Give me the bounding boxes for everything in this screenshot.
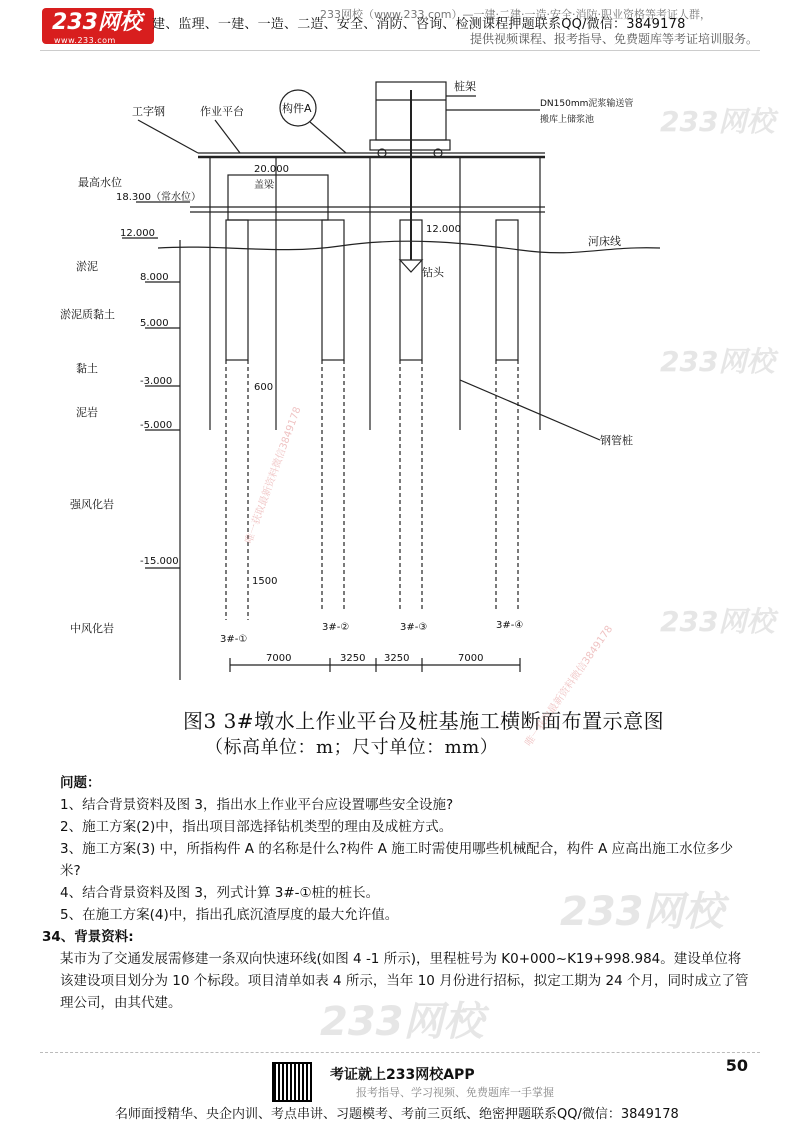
- label-pile-2: 3#-②: [322, 622, 350, 633]
- label-dim-600: 600: [254, 382, 274, 393]
- label-member-a: 构件A: [282, 102, 312, 115]
- logo-subtitle: www.233.com: [54, 36, 116, 45]
- drill-bit-shape: [400, 260, 422, 272]
- label-dim-c: 3250: [384, 653, 410, 664]
- label-elev-8: 8.000: [140, 272, 169, 283]
- label-silt: 淤泥: [76, 260, 98, 273]
- label-dim-1500: 1500: [252, 576, 278, 587]
- section-34-title: 34、背景资料:: [42, 929, 134, 945]
- footer-contact-line: 名师面授精华、央企内训、考点串讲、习题模考、考前三页纸、绝密押题联系QQ/微信：3849178: [115, 1107, 679, 1122]
- label-elev-5: 5.000: [140, 318, 169, 329]
- question-4: 4、结合背景资料及图 3，列式计算 3#-①桩的桩长。: [60, 885, 380, 901]
- label-riverbed: 河床线: [588, 235, 621, 248]
- question-1: 1、结合背景资料及图 3，指出水上作业平台应设置哪些安全设施?: [60, 797, 454, 813]
- steel-pipe-leader: [460, 380, 600, 440]
- label-elev-m3: -3.000: [140, 376, 173, 387]
- label-dim-a: 7000: [266, 653, 292, 664]
- section-34-paragraph: 某市为了交通发展需修建一条双向快速环线(如图 4 -1 所示)，里程桩号为 K0+000~K19+998.984。建设单位将该建设项目划分为 10 个标段。项目清单如表 4 所示，当年 10 月份进行招标，拟定工期为 24 个月，同时成立了管理公司，由其代建。: [60, 951, 749, 1011]
- label-mud-pool: 搬库上储浆池: [540, 115, 595, 125]
- label-drill-bit: 钻头: [422, 266, 444, 279]
- qr-code-icon: [272, 1062, 312, 1102]
- label-pile-3: 3#-③: [400, 622, 428, 633]
- label-elev-m15: -15.000: [140, 556, 179, 567]
- figure-caption: 图3 3#墩水上作业平台及桩基施工横断面布置示意图: [183, 709, 665, 733]
- label-dim-b: 3250: [340, 653, 366, 664]
- footer-divider: [40, 1052, 760, 1053]
- page-number: 50: [725, 1056, 748, 1075]
- riverbed-line: [158, 241, 660, 253]
- label-weathered-strong: 强风化岩: [70, 498, 114, 511]
- cap-beam-box: [228, 175, 328, 220]
- label-pile-frame: 桩架: [454, 80, 476, 93]
- logo-text: 233网校: [52, 10, 142, 35]
- watermark-5: 233网校: [320, 999, 484, 1045]
- i-beam-leader: [138, 120, 198, 153]
- header-divider: [40, 50, 760, 51]
- pile-cross-section-figure: [40, 60, 760, 704]
- pile-1: [226, 220, 248, 620]
- label-silty-clay: 淤泥质黏土: [60, 308, 115, 321]
- label-elev-12-left: 12.000: [120, 228, 155, 239]
- platform-leader: [215, 120, 240, 153]
- question-2: 2、施工方案(2)中，指出项目部选择钻机类型的理由及成桩方式。: [60, 819, 453, 835]
- watermark-4: 233网校: [560, 889, 724, 935]
- watermark-vertical-2: 唯一获取最新资料微信3849178: [523, 623, 616, 749]
- label-pile-4: 3#-④: [496, 620, 524, 631]
- watermark-3: 233网校: [660, 605, 775, 638]
- label-normal-water: 18.300（常水位）: [116, 192, 201, 203]
- label-elev-20: 20.000: [254, 164, 289, 175]
- label-clay: 黏土: [76, 362, 98, 375]
- page-header: [0, 0, 800, 52]
- questions-section: [42, 772, 750, 1014]
- label-steel-pipe-pile: 钢管桩: [600, 434, 633, 447]
- label-weathered-mid: 中风化岩: [70, 622, 114, 635]
- header-service-line: 提供视频课程、报考指导、免费题库等考证培训服务。: [470, 32, 759, 46]
- watermark-vertical-1: 唯一获取最新资料微信3849178: [243, 405, 304, 546]
- question-5: 5、在施工方案(4)中，指出孔底沉渣厚度的最大允许值。: [60, 907, 399, 923]
- header-overlap-text: 233网校（www.233.com）—一建·二建·一造·安全·消防·职业资格等考证人群，: [320, 8, 711, 21]
- questions-title: 问题：: [60, 775, 101, 791]
- pile-2: [322, 220, 344, 610]
- pile-3: [400, 220, 422, 610]
- cross-section-drawing: [40, 60, 760, 700]
- figure-caption-units: （标高单位：m；尺寸单位：mm）: [205, 737, 499, 758]
- label-mudstone: 泥岩: [76, 406, 98, 419]
- footer-app-subtitle: 报考指导、学习视频、免费题库一手掌握: [356, 1086, 554, 1099]
- question-3: 3、施工方案(3) 中，所指构件 A 的名称是什么?构件 A 施工时需使用哪些机械配合，构件 A 应高出施工水位多少米?: [60, 841, 734, 879]
- watermark-1: 233网校: [660, 105, 775, 138]
- label-i-beam: 工字钢: [132, 105, 165, 118]
- footer-app-title: 考证就上233网校APP: [330, 1067, 475, 1083]
- label-pipe: DN150mm泥浆输送管: [540, 99, 634, 109]
- label-elev-12-right: 12.000: [426, 224, 461, 235]
- label-dim-d: 7000: [458, 653, 484, 664]
- label-cap: 盖梁: [254, 180, 274, 191]
- label-high-water: 最高水位: [78, 176, 122, 189]
- label-platform: 作业平台: [200, 105, 244, 118]
- label-elev-m5: -5.000: [140, 420, 173, 431]
- watermark-2: 233网校: [660, 345, 775, 378]
- member-a-leader: [310, 122, 346, 153]
- pile-4: [496, 220, 518, 610]
- label-pile-1: 3#-①: [220, 634, 248, 645]
- header-contact-line: 建、监理、一建、一造、二造、安全、消防、咨询、检测课程押题联系QQ/微信：3849178: [152, 17, 686, 32]
- page-footer: [0, 1048, 800, 1132]
